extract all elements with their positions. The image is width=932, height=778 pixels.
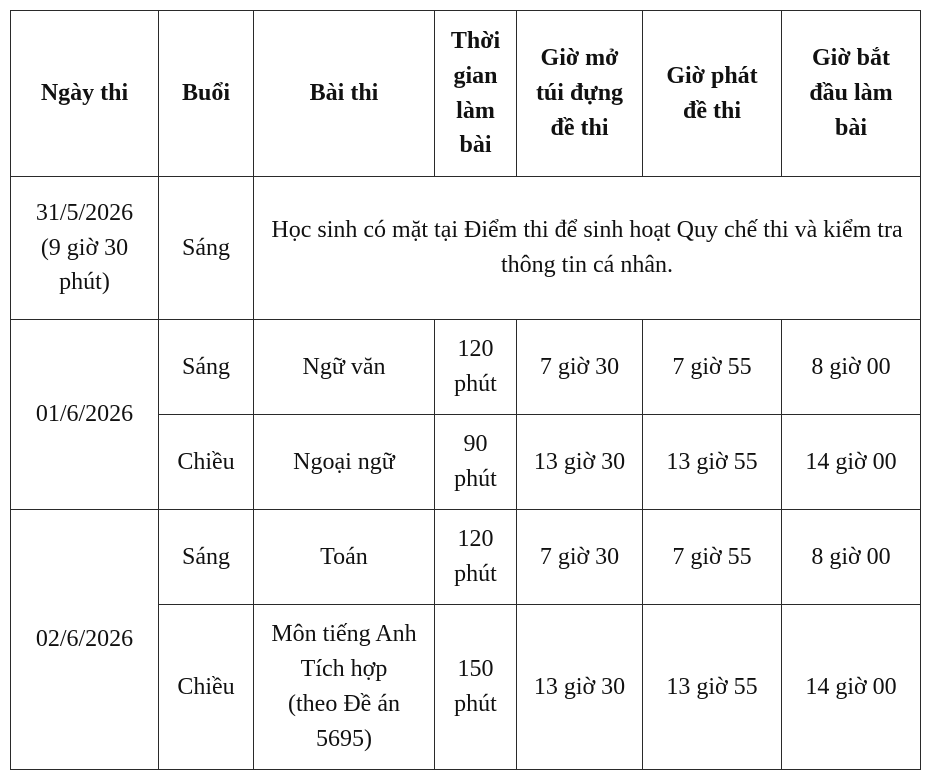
duration-cell: 150 phút — [435, 605, 517, 770]
header-start-time: Giờ bắt đầu làm bài — [782, 11, 921, 177]
distribute-time-cell: 13 giờ 55 — [643, 415, 782, 510]
start-time-cell: 14 giờ 00 — [782, 415, 921, 510]
date-cell: 02/6/2026 — [11, 510, 159, 770]
orientation-note: Học sinh có mặt tại Điểm thi để sinh hoạt Quy chế thi và kiểm tra thông tin cá nhân. — [254, 177, 921, 320]
session-cell: Sáng — [159, 177, 254, 320]
date-time-note: (9 giờ 30 phút) — [40, 234, 129, 296]
date-cell: 01/6/2026 — [11, 320, 159, 510]
header-duration: Thời gian làm bài — [435, 11, 517, 177]
session-cell: Sáng — [159, 510, 254, 605]
start-time-cell: 8 giờ 00 — [782, 510, 921, 605]
date-text: 31/5/2026 — [35, 199, 134, 226]
header-distribute-time: Giờ phát đề thi — [643, 11, 782, 177]
subject-cell: Toán — [254, 510, 435, 605]
table-body — [11, 177, 921, 770]
distribute-time-cell: 7 giờ 55 — [643, 510, 782, 605]
subject-cell: Ngữ văn — [254, 320, 435, 415]
table-row — [11, 510, 921, 605]
duration-cell: 90 phút — [435, 415, 517, 510]
start-time-cell: 8 giờ 00 — [782, 320, 921, 415]
duration-cell: 120 phút — [435, 320, 517, 415]
exam-schedule-table — [10, 10, 921, 770]
session-cell: Sáng — [159, 320, 254, 415]
open-envelope-time-cell: 7 giờ 30 — [517, 320, 643, 415]
subject-cell: Môn tiếng Anh Tích hợp (theo Đề án 5695) — [254, 605, 435, 770]
header-exam-date: Ngày thi — [11, 11, 159, 177]
open-envelope-time-cell: 7 giờ 30 — [517, 510, 643, 605]
duration-cell: 120 phút — [435, 510, 517, 605]
table-row — [11, 320, 921, 415]
table-header — [11, 11, 921, 177]
start-time-cell: 14 giờ 00 — [782, 605, 921, 770]
header-open-envelope-time: Giờ mở túi đựng đề thi — [517, 11, 643, 177]
session-cell: Chiều — [159, 605, 254, 770]
distribute-time-cell: 13 giờ 55 — [643, 605, 782, 770]
subject-cell: Ngoại ngữ — [254, 415, 435, 510]
table-row — [11, 177, 921, 320]
open-envelope-time-cell: 13 giờ 30 — [517, 605, 643, 770]
header-exam-subject: Bài thi — [254, 11, 435, 177]
header-session: Buổi — [159, 11, 254, 177]
open-envelope-time-cell: 13 giờ 30 — [517, 415, 643, 510]
header-row — [11, 11, 921, 177]
date-cell — [11, 177, 159, 320]
session-cell: Chiều — [159, 415, 254, 510]
distribute-time-cell: 7 giờ 55 — [643, 320, 782, 415]
